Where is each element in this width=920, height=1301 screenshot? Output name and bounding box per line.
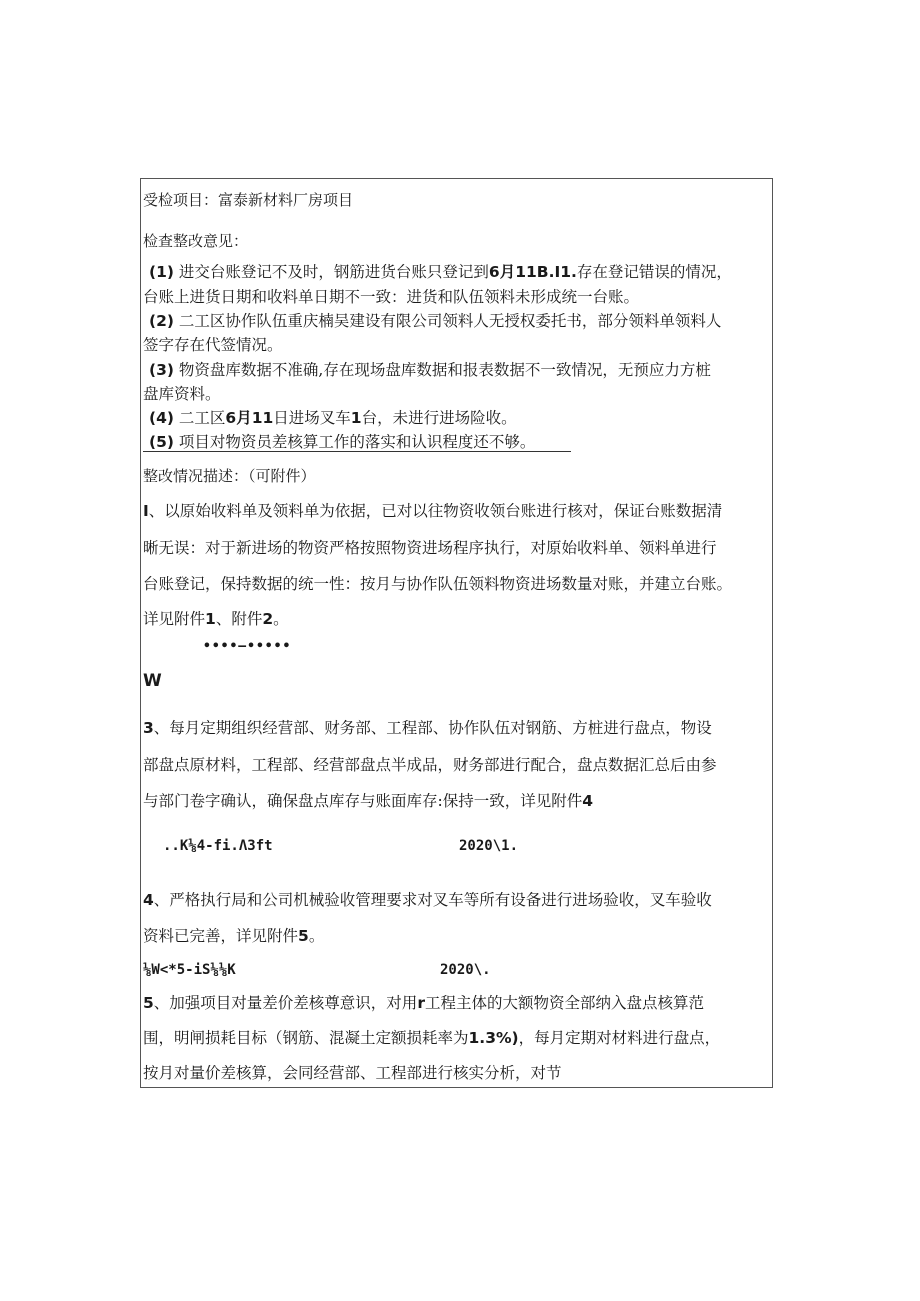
para-5-line-3: 按月对量价差核算，会同经营部、工程部进行核实分析，对节 xyxy=(143,1064,562,1082)
garbled-text-2-left: ⅛W<*5-iS⅛⅛K xyxy=(143,962,236,978)
para-3-line-1: 3、每月定期组织经营部、财务部、工程部、协作队伍对钢筋、方桩进行盘点，物设 xyxy=(143,719,712,737)
para-1-line-1: I、以原始收料单及领料单为依据，已对以往物资收领台账进行核对，保证台账数据清 xyxy=(143,502,723,520)
description-header: 整改情况描述：（可附件） xyxy=(143,467,316,485)
item-3-line-1: (3) 物资盘库数据不准确,存在现场盘库数据和报表数据不一致情况，无预应力方桩 xyxy=(149,361,711,379)
item-1-line-2: 台账上进货日期和收料单日期不一致：进货和队伍领料未形成统一台账。 xyxy=(143,288,640,306)
item-2-line-1: (2) 二工区协作队伍重庆楠吴建设有限公司领料人无授权委托书，部分领料单领料人 xyxy=(149,312,722,330)
item-1-line-1: (1) 进交台账登记不及时，钢筋进货台账只登记到6月11B.I1.存在登记错误的情况， xyxy=(149,263,732,281)
item-5-line: (5) 项目对物资员差核算工作的落实和认识程度还不够。 xyxy=(149,433,536,451)
opinion-header: 检查整改意见： xyxy=(143,232,249,250)
para-4-line-2: 资料已完善，详见附件5。 xyxy=(143,927,325,945)
garbled-text-2-right: 2020\. xyxy=(440,962,491,978)
garbled-text-1-right: 2020\1. xyxy=(459,838,519,854)
para-4-line-1: 4、严格执行局和公司机械验收管理要求对叉车等所有设备进行进场验收，叉车验收 xyxy=(143,891,712,909)
para-1-line-3: 台账登记，保持数据的统一性：按月与协作队伍领料物资进场数量对账，并建立台账。 xyxy=(143,575,733,593)
para-5-line-2: 围，明闸损耗目标（钢筋、混凝土定额损耗率为1.3%)，每月定期对材料进行盘点， xyxy=(143,1029,721,1047)
item-4-line: (4) 二工区6月11日进场叉车1台，未进行进场险收。 xyxy=(149,409,517,427)
para-3-line-3: 与部门卷字确认，确保盘点库存与账面库存:保持一致，详见附件4 xyxy=(143,792,594,810)
item-5-underline xyxy=(143,451,571,452)
item-2-line-2: 签字存在代签情况。 xyxy=(143,336,283,354)
para-1-line-4: 详见附件1、附件2。 xyxy=(143,610,289,628)
item-3-line-2: 盘库资料。 xyxy=(143,385,221,403)
para-1-line-2: 晰无误：对于新进场的物资严格按照物资进场程序执行，对原始收料单、领料单进行 xyxy=(143,539,717,557)
para-3-line-2: 部盘点原材料，工程部、经营部盘点半成品，财务部进行配合，盘点数据汇总后由参 xyxy=(143,756,717,774)
project-line: 受检项目：富泰新材料厂房项目 xyxy=(143,191,354,209)
garbled-text-1-left: ..K⅛4-fi.Λ3ft xyxy=(163,838,273,854)
para-2-number: W xyxy=(143,671,162,691)
dotted-separator: ••••—••••• xyxy=(203,639,292,654)
para-5-line-1: 5、加强项目对量差价差核尊意识，对用r工程主体的大额物资全部纳入盘点核算范 xyxy=(143,994,704,1012)
